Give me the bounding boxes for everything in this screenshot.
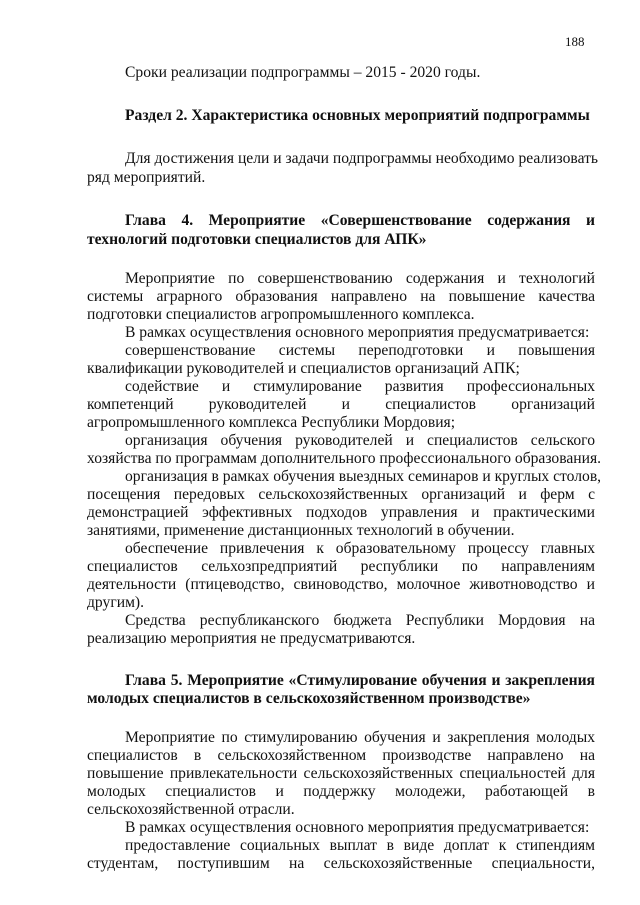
chapter5-heading-line: молодых специалистов в сельскохозяйственном производстве» — [87, 690, 531, 707]
chapter5-list-item-line: предоставление социальных выплат в виде доплат к стипендиям — [125, 837, 595, 854]
chapter4-list-item-line: демонстрацией эффективных подходов управления и практическими — [87, 504, 595, 521]
chapter5-heading-line: Глава 5. Мероприятие «Стимулирование обучения и закрепления — [125, 672, 595, 689]
chapter4-paragraph-line: подготовки специалистов агропромышленного комплекса. — [87, 306, 475, 323]
chapter4-paragraph-line: Мероприятие по совершенствованию содержания и технологий — [125, 270, 595, 287]
chapter4-paragraph-line: системы аграрного образования направлено на повышение качества — [87, 288, 595, 305]
chapter4-list-item-line: занятиями, применение дистанционных технологий в обучении. — [87, 522, 515, 539]
chapter4-list-item-line: обеспечение привлечения к образовательному процессу главных — [125, 540, 595, 557]
chapter4-list-item-line: деятельности (птицеводство, свиноводство, молочное животноводство и — [87, 576, 595, 593]
chapter4-list-item-line: агропромышленного комплекса Республики Мордовия; — [87, 414, 456, 431]
section-intro-line: ряд мероприятий. — [87, 169, 206, 186]
terms-line: Сроки реализации подпрограммы – 2015 - 2020 годы. — [125, 64, 481, 81]
page-number: 188 — [565, 34, 585, 49]
chapter5-paragraph-line: специалистов в сельскохозяйственном производстве направлено на — [87, 747, 595, 764]
chapter5-list-item-line: студентам, поступившим на сельскохозяйственные специальности, — [87, 855, 595, 872]
chapter4-list-item-line: квалификации руководителей и специалистов организаций АПК; — [87, 360, 520, 377]
chapter4-list-item-line: компетенций руководителей и специалистов организаций — [87, 396, 595, 413]
chapter4-paragraph-line: В рамках осуществления основного мероприятия предусматривается: — [125, 324, 590, 341]
chapter4-funding-line: реализацию мероприятия не предусматриваются. — [87, 630, 416, 647]
chapter4-list-item-line: организация в рамках обучения выездных семинаров и круглых столов, — [125, 468, 602, 485]
chapter5-paragraph-line: сельскохозяйственной отрасли. — [87, 801, 295, 818]
chapter4-heading-line: Глава 4. Мероприятие «Совершенствование содержания и — [125, 212, 595, 229]
chapter4-list-item-line: другим). — [87, 594, 145, 611]
chapter5-paragraph-line: В рамках осуществления основного мероприятия предусматривается: — [125, 819, 590, 836]
chapter4-list-item-line: хозяйства по программам дополнительного профессионального образования. — [87, 450, 602, 467]
section-intro-line: Для достижения цели и задачи подпрограммы необходимо реализовать — [125, 150, 599, 167]
chapter5-paragraph-line: молодых специалистов и поддержку молодежи, работающей в — [87, 783, 595, 800]
chapter5-paragraph-line: Мероприятие по стимулированию обучения и закрепления молодых — [125, 729, 595, 746]
section-heading: Раздел 2. Характеристика основных мероприятий подпрограммы — [125, 107, 590, 124]
chapter4-list-item-line: совершенствование системы переподготовки и повышения — [125, 342, 595, 359]
chapter4-list-item-line: содействие и стимулирование развития профессиональных — [125, 378, 595, 395]
chapter4-list-item-line: организация обучения руководителей и специалистов сельского — [125, 432, 595, 449]
chapter4-funding-line: Средства республиканского бюджета Республики Мордовия на — [125, 612, 595, 629]
chapter4-heading-line: технологий подготовки специалистов для АПК» — [87, 231, 427, 248]
chapter4-list-item-line: специалистов сельхозпредприятий республики по направлениям — [87, 558, 595, 575]
chapter4-list-item-line: посещения передовых сельскохозяйственных организаций и ферм с — [87, 486, 595, 503]
chapter5-paragraph-line: повышение привлекательности сельскохозяйственных специальностей для — [87, 765, 595, 782]
